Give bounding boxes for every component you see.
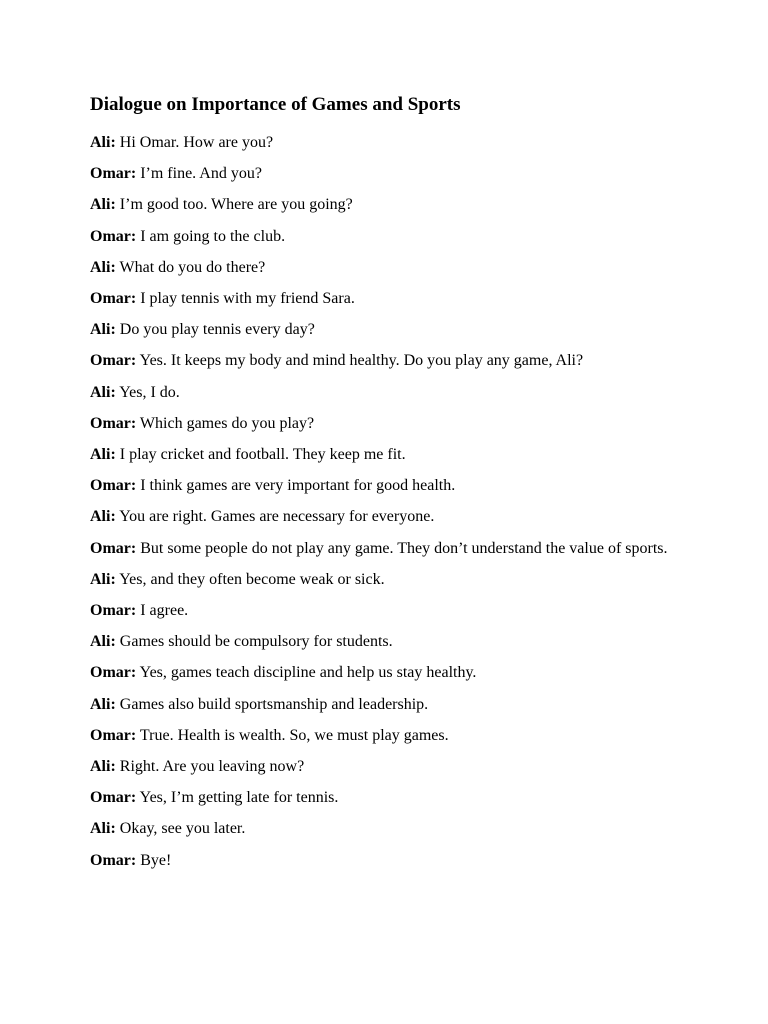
utterance-text: I agree.	[140, 602, 189, 620]
speaker-name: Omar:	[90, 227, 137, 245]
dialogue-list	[90, 127, 690, 876]
utterance-text: You are right. Games are necessary for everyone.	[119, 508, 435, 526]
speaker-name: Ali:	[90, 508, 116, 526]
utterance-text: Yes, games teach discipline and help us stay healthy.	[139, 664, 477, 682]
utterance-text: Bye!	[140, 851, 172, 869]
speaker-name: Ali:	[90, 321, 116, 339]
dialogue-line	[90, 345, 690, 376]
utterance-text: Games also build sportsmanship and leadership.	[119, 695, 429, 713]
utterance-text: I play tennis with my friend Sara.	[140, 290, 355, 308]
speaker-name: Omar:	[90, 290, 137, 308]
utterance-text: Yes, I’m getting late for tennis.	[139, 789, 339, 807]
dialogue-line	[90, 377, 690, 408]
utterance-text: Yes. It keeps my body and mind healthy. Do you play any game, Ali?	[139, 352, 584, 370]
utterance-text: But some people do not play any game. They don’t understand the value of sports.	[140, 539, 668, 557]
speaker-name: Omar:	[90, 539, 137, 557]
dialogue-line	[90, 501, 690, 532]
dialogue-line	[90, 439, 690, 470]
dialogue-line	[90, 158, 690, 189]
utterance-text: Do you play tennis every day?	[119, 321, 315, 339]
utterance-text: Yes, I do.	[119, 383, 180, 401]
speaker-name: Ali:	[90, 570, 116, 588]
utterance-text: Which games do you play?	[139, 414, 315, 432]
utterance-text: I am going to the club.	[140, 227, 286, 245]
speaker-name: Omar:	[90, 477, 137, 495]
speaker-name: Ali:	[90, 134, 116, 151]
dialogue-line	[90, 283, 690, 314]
speaker-name: Omar:	[90, 789, 137, 807]
speaker-name: Omar:	[90, 664, 137, 682]
speaker-name: Ali:	[90, 258, 116, 276]
dialogue-line	[90, 689, 690, 720]
dialogue-line	[90, 221, 690, 252]
speaker-name: Omar:	[90, 165, 137, 183]
dialogue-line	[90, 845, 690, 876]
speaker-name: Ali:	[90, 820, 116, 838]
speaker-name: Omar:	[90, 352, 137, 370]
speaker-name: Ali:	[90, 446, 116, 464]
utterance-text: Games should be compulsory for students.	[119, 633, 393, 651]
dialogue-line	[90, 314, 690, 345]
dialogue-line	[90, 657, 690, 688]
speaker-name: Omar:	[90, 602, 137, 620]
utterance-text: What do you do there?	[119, 258, 266, 276]
speaker-name: Omar:	[90, 851, 137, 869]
utterance-text: I think games are very important for good health.	[140, 477, 456, 495]
speaker-name: Omar:	[90, 414, 137, 432]
speaker-name: Ali:	[90, 695, 116, 713]
dialogue-line	[90, 533, 690, 564]
dialogue-line	[90, 408, 690, 439]
dialogue-line	[90, 564, 690, 595]
speaker-name: Ali:	[90, 196, 116, 214]
utterance-text: I’m good too. Where are you going?	[119, 196, 353, 214]
speaker-name: Ali:	[90, 633, 116, 651]
speaker-name: Ali:	[90, 758, 116, 776]
dialogue-line	[90, 595, 690, 626]
utterance-text: True. Health is wealth. So, we must play games.	[139, 726, 449, 744]
dialogue-line	[90, 626, 690, 657]
dialogue-line	[90, 470, 690, 501]
speaker-name: Ali:	[90, 383, 116, 401]
utterance-text: Right. Are you leaving now?	[119, 758, 305, 776]
dialogue-line	[90, 127, 690, 158]
dialogue-line	[90, 813, 690, 844]
dialogue-line	[90, 252, 690, 283]
utterance-text: Yes, and they often become weak or sick.	[119, 570, 385, 588]
dialogue-line	[90, 189, 690, 220]
utterance-text: Okay, see you later.	[119, 820, 246, 838]
dialogue-line	[90, 751, 690, 782]
dialogue-line	[90, 782, 690, 813]
document-title: Dialogue on Importance of Games and Sports	[90, 94, 461, 115]
dialogue-line	[90, 720, 690, 751]
utterance-text: I’m fine. And you?	[140, 165, 262, 183]
speaker-name: Omar:	[90, 726, 137, 744]
utterance-text: Hi Omar. How are you?	[119, 134, 274, 151]
utterance-text: I play cricket and football. They keep me fit.	[119, 446, 406, 464]
